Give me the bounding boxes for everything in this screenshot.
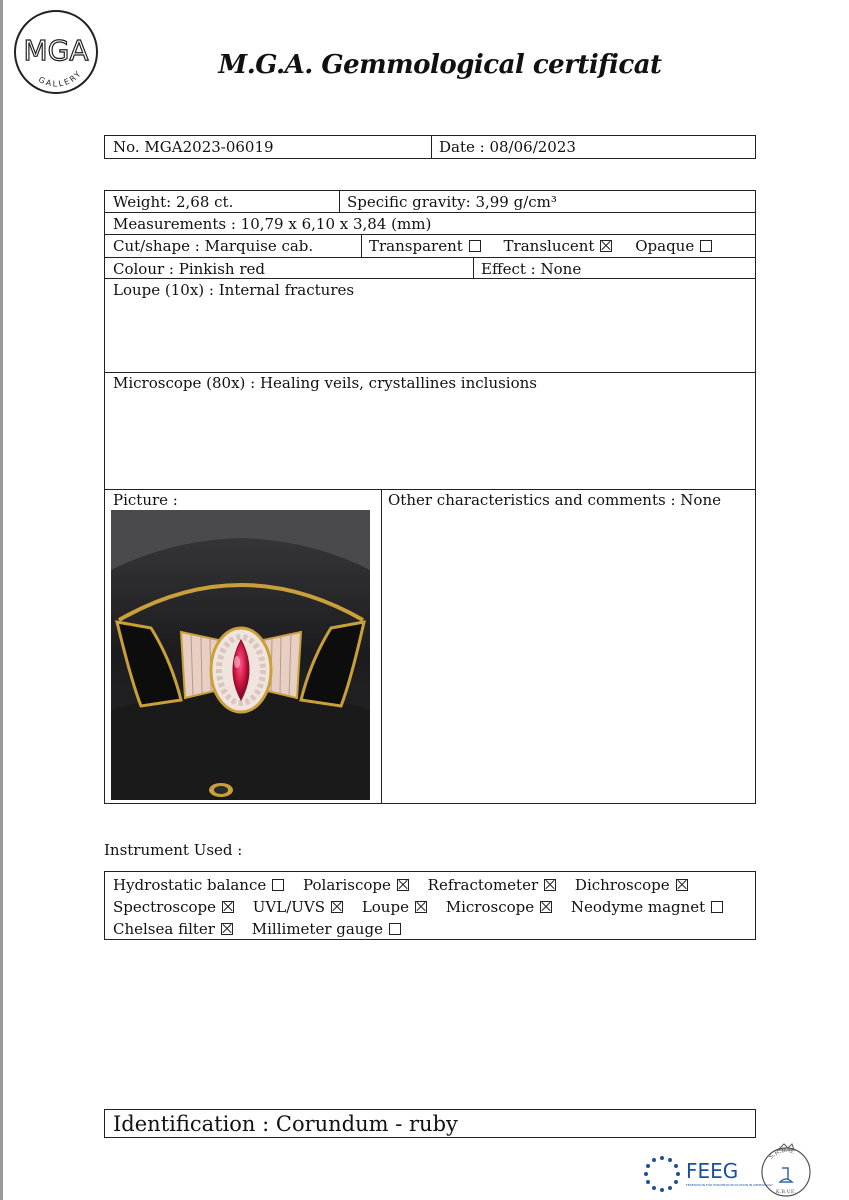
colour: Colour : Pinkish red (113, 260, 265, 278)
certificate-header-table (104, 135, 756, 159)
logo-subtext: GALLERY (37, 68, 84, 89)
instruments-row-3 (107, 922, 421, 937)
effect: Effect : None (481, 260, 582, 278)
measurements: Measurements : 10,79 x 6,10 x 3,84 (mm) (113, 215, 432, 233)
checkbox-checked-icon (222, 901, 234, 913)
logo-text: MGA (23, 34, 89, 67)
instrument-millimeter-gauge: Millimeter gauge (252, 920, 401, 938)
page-title: M.G.A. Gemmological certificat (218, 50, 662, 80)
comments: Other characteristics and comments : None (388, 491, 721, 509)
cut-shape: Cut/shape : Marquise cab. (113, 237, 314, 255)
picture-label: Picture : (113, 491, 178, 509)
transparency-opaque: Opaque (635, 237, 712, 255)
srbg-seal (758, 1142, 814, 1198)
checkbox-transparent-icon (469, 240, 481, 252)
instrument-microscope: Microscope (446, 898, 552, 916)
seal-text: S.R.B.G. (767, 1146, 797, 1161)
checkbox-unchecked-icon (389, 923, 401, 935)
loupe-observation: Loupe (10x) : Internal fractures (113, 281, 355, 299)
checkbox-translucent-checked-icon (600, 240, 612, 252)
instruments-table (104, 871, 756, 940)
instrument-refractometer: Refractometer (428, 876, 556, 894)
certificate-number: No. MGA2023-06019 (113, 138, 274, 156)
instruments-row-2 (107, 900, 743, 915)
svg-text:GALLERY (37, 68, 84, 88)
checkbox-checked-icon (331, 901, 343, 913)
instrument-loupe: Loupe (362, 898, 427, 916)
instruments-heading: Instrument Used : (104, 841, 243, 859)
instrument-polariscope: Polariscope (303, 876, 409, 894)
feeg-label: FEEG (686, 1159, 739, 1183)
transparency-transparent: Transparent (369, 237, 481, 255)
instrument-spectroscope: Spectroscope (113, 898, 234, 916)
instrument-uvl-uvs: UVL/UVS (253, 898, 343, 916)
page-left-edge (0, 0, 3, 1200)
checkbox-checked-icon (676, 879, 688, 891)
feeg-subtext: FEDERATION FOR EUROPEAN EDUCATION IN GEMMOLOGY (686, 1183, 773, 1187)
gem-photo (111, 510, 370, 800)
identification-result: Identification : Corundum - ruby (104, 1109, 756, 1138)
checkbox-unchecked-icon (272, 879, 284, 891)
instrument-hydrostatic-balance: Hydrostatic balance (113, 876, 284, 894)
instruments-row-1 (107, 878, 708, 893)
instrument-neodyme-magnet: Neodyme magnet (571, 898, 723, 916)
mga-gallery-logo (12, 8, 100, 96)
instrument-chelsea-filter: Chelsea filter (113, 920, 233, 938)
transparency-options (363, 239, 718, 254)
checkbox-opaque-icon (700, 240, 712, 252)
weight: Weight: 2,68 ct. (113, 193, 234, 211)
specific-gravity: Specific gravity: 3,99 g/cm³ (347, 193, 557, 211)
checkbox-checked-icon (544, 879, 556, 891)
transparency-translucent: Translucent (504, 237, 613, 255)
checkbox-checked-icon (397, 879, 409, 891)
microscope-observation: Microscope (80x) : Healing veils, crystallines inclusions (113, 374, 537, 392)
checkbox-checked-icon (221, 923, 233, 935)
checkbox-checked-icon (415, 901, 427, 913)
checkbox-unchecked-icon (711, 901, 723, 913)
instrument-dichroscope: Dichroscope (575, 876, 688, 894)
seal-subtext: K.B.V.E. (775, 1189, 797, 1195)
feeg-logo (640, 1152, 773, 1196)
certificate-date: Date : 08/06/2023 (439, 138, 576, 156)
checkbox-checked-icon (540, 901, 552, 913)
svg-text:S.R.B.G. (768, 1147, 796, 1161)
